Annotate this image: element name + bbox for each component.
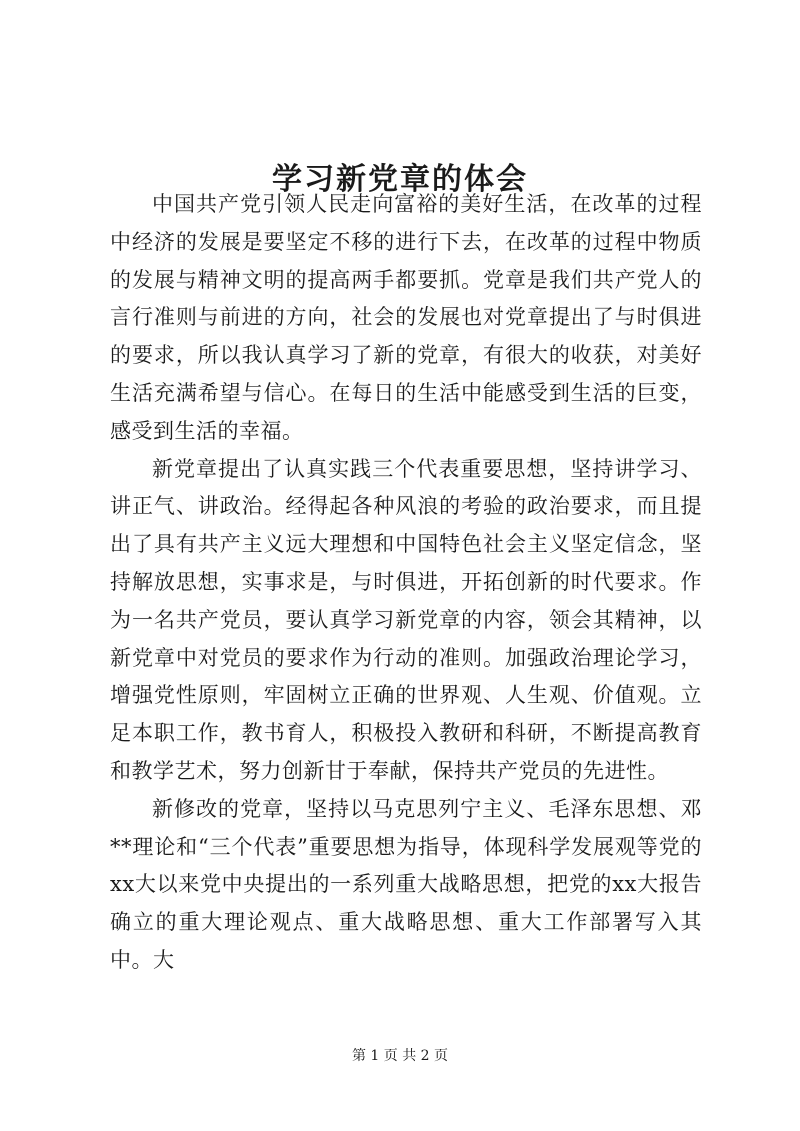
paragraph-3: 新修改的党章，坚持以马克思列宁主义、毛泽东思想、邓**理论和“三个代表”重要思想为指导，体现科学发展观等党的xx大以来党中央提出的一系列重大战略思想，把党的xx大报告确立的重大理论观点、重大战略思想、重大工作部署写入其中。大 (110, 796, 702, 972)
document-body (110, 186, 702, 980)
paragraph-2: 新党章提出了认真实践三个代表重要思想，坚持讲学习、讲正气、讲政治。经得起各种风浪的考验的政治要求，而且提出了具有共产主义远大理想和中国特色社会主义坚定信念，坚持解放思想，实事求是，与时俱进，开拓创新的时代要求。作为一名共产党员，要认真学习新党章的内容，领会其精神，以新党章中对党员的要求作为行动的准则。加强政治理论学习，增强党性原则，牢固树立正确的世界观、人生观、价值观。立足本职工作，教书育人，积极投入教研和科研，不断提高教育和教学艺术，努力创新甘于奉献，保持共产党员的先进性。 (110, 456, 702, 783)
document-title: 学习新党章的体会 (272, 162, 528, 198)
paragraph-1: 中国共产党引领人民走向富裕的美好生活，在改革的过程中经济的发展是要坚定不移的进行下去，在改革的过程中物质的发展与精神文明的提高两手都要抓。党章是我们共产党人的言行准则与前进的方向，社会的发展也对党章提出了与时俱进的要求，所以我认真学习了新的党章，有很大的收获，对美好生活充满希望与信心。在每日的生活中能感受到生活的巨变，感受到生活的幸福。 (110, 192, 702, 443)
page-number-footer: 第 1 页 共 2 页 (351, 1048, 449, 1064)
